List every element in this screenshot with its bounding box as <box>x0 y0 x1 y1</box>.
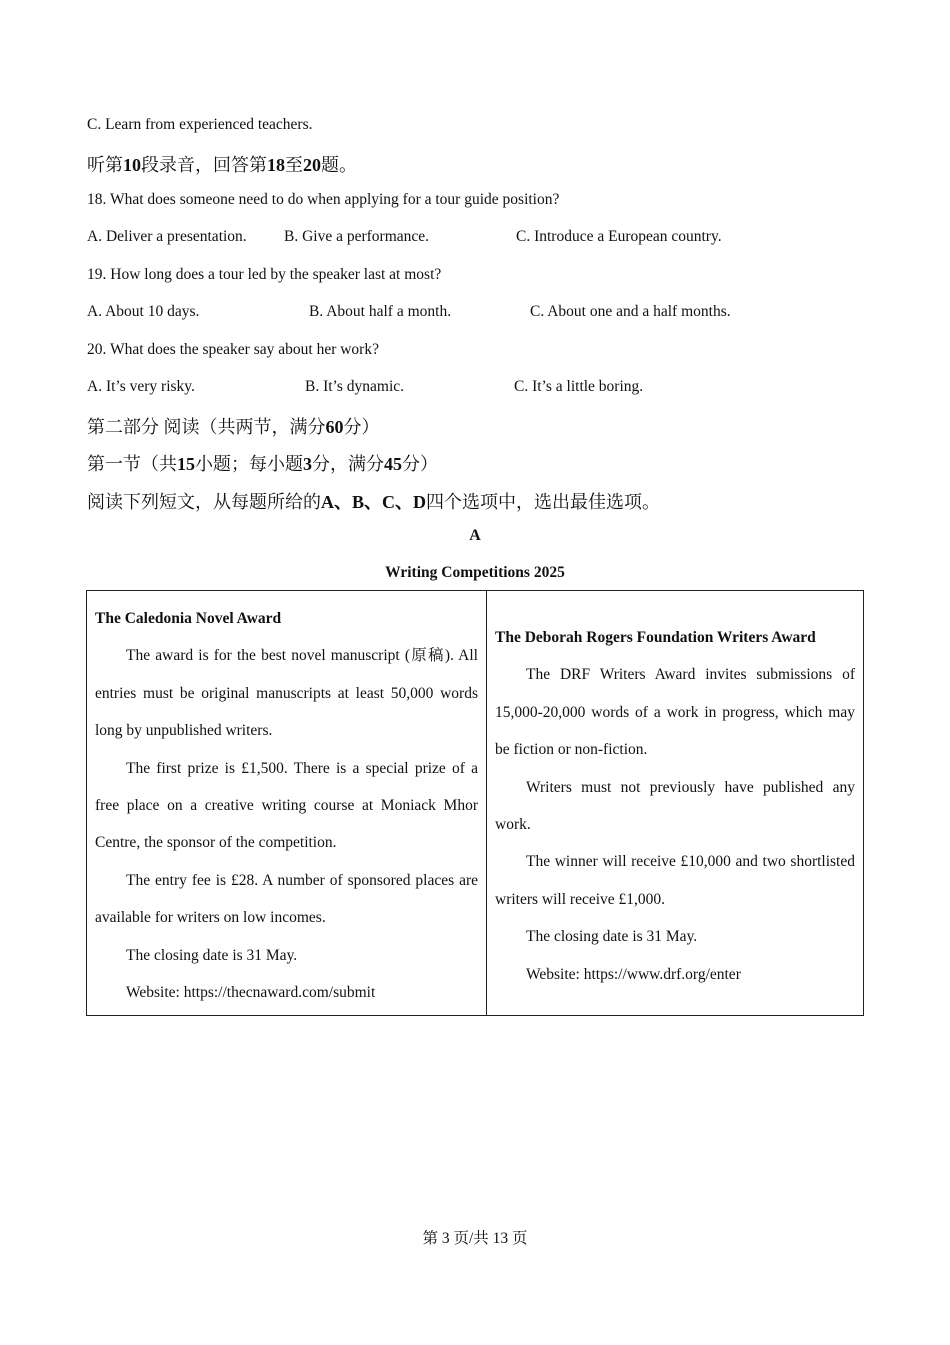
caledonia-paragraph: The entry fee is £28. A number of sponsored places are available for writers on low incomes. <box>95 871 478 927</box>
caledonia-award-title: The Caledonia Novel Award <box>95 610 282 627</box>
reading-section-header: 第一节（共15小题；每小题3分，满分45分） <box>87 454 438 474</box>
question-19-option-c: C. About one and a half months. <box>530 303 731 320</box>
question-18-option-b: B. Give a performance. <box>284 228 430 245</box>
caledonia-website: Website: https://thecnaward.com/submit <box>126 984 376 1002</box>
competitions-table <box>86 590 864 1016</box>
drf-award-box <box>487 591 863 1015</box>
question-18-option-a: A. Deliver a presentation. <box>87 228 247 245</box>
drf-paragraph: The winner will receive £10,000 and two shortlisted writers will receive £1,000. <box>495 853 855 908</box>
question-20-option-c: C. It’s a little boring. <box>514 378 644 395</box>
drf-paragraph: The DRF Writers Award invites submissions of 15,000-20,000 words of a work in progress, which may be fiction or non-fiction. <box>495 666 855 759</box>
section10-instruction: 听第10段录音，回答第18至20题。 <box>87 155 357 175</box>
question-20-option-b: B. It’s dynamic. <box>305 378 405 395</box>
question-20-stem: 20. What does the speaker say about her work? <box>87 341 379 358</box>
drf-paragraph: Writers must not previously have published any work. <box>495 778 855 834</box>
drf-website: Website: https://www.drf.org/enter <box>526 965 741 983</box>
reading-part-header: 第二部分 阅读（共两节，满分60分） <box>87 417 380 437</box>
caledonia-paragraph: The first prize is £1,500. There is a special prize of a free place on a creative writing course at Moniack Mhor Centre, the sponsor of the competition. <box>95 759 478 852</box>
passage-title: Writing Competitions 2025 <box>385 564 565 581</box>
question-20-option-a: A. It’s very risky. <box>87 378 195 395</box>
passage-letter: A <box>469 527 481 544</box>
caledonia-paragraph: The closing date is 31 May. <box>126 946 298 964</box>
caledonia-paragraph: The award is for the best novel manuscript (原稿). All entries must be original manuscripts at least 50,000 words long by unpublished writers. <box>95 647 478 740</box>
page-footer: 第 3 页/共 13 页 <box>422 1230 528 1247</box>
question-19-option-b: B. About half a month. <box>309 303 452 320</box>
question-18-stem: 18. What does someone need to do when applying for a tour guide position? <box>87 191 560 208</box>
q17-option-c: C. Learn from experienced teachers. <box>87 116 313 133</box>
caledonia-award-box <box>87 591 487 1015</box>
question-19-option-a: A. About 10 days. <box>87 303 200 320</box>
reading-instruction: 阅读下列短文，从每题所给的A、B、C、D四个选项中，选出最佳选项。 <box>87 492 661 512</box>
drf-paragraph: The closing date is 31 May. <box>526 928 698 946</box>
question-18-option-c: C. Introduce a European country. <box>516 228 722 245</box>
drf-award-title: The Deborah Rogers Foundation Writers Award <box>495 629 816 646</box>
question-19-stem: 19. How long does a tour led by the speaker last at most? <box>87 266 442 283</box>
